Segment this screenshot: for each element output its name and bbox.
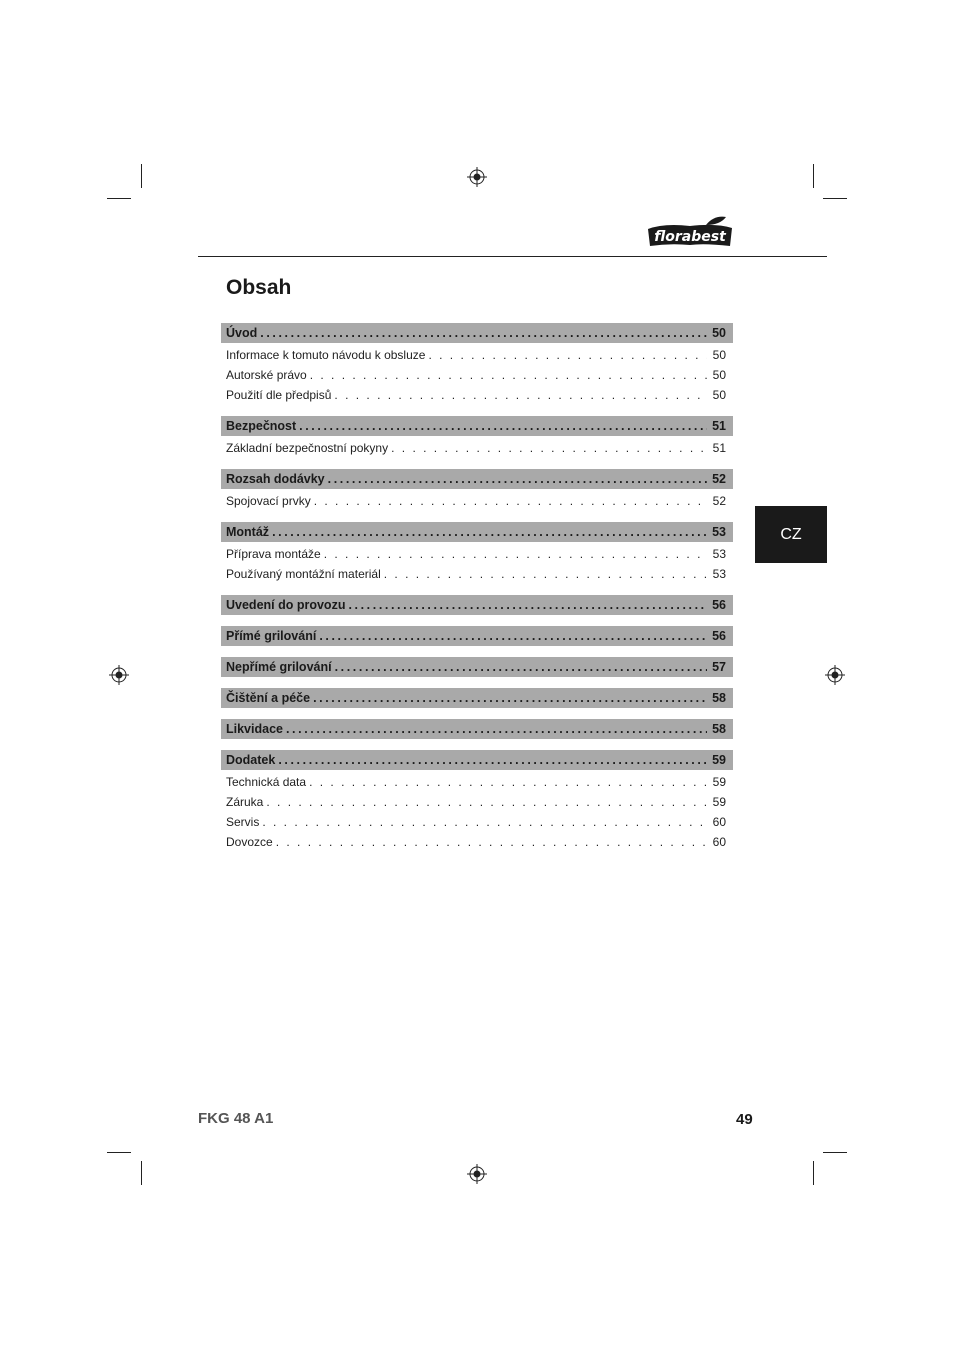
toc-section-page: 56 <box>712 629 726 643</box>
toc-section <box>221 469 733 489</box>
toc-leader <box>299 419 707 433</box>
toc-item-title: Technická data <box>226 775 307 789</box>
toc-section-page: 52 <box>712 472 726 486</box>
toc-section <box>221 522 733 542</box>
toc-item-page: 53 <box>712 547 726 561</box>
toc-leader <box>428 348 707 362</box>
toc-item-title: Informace k tomuto návodu k obsluze <box>226 348 426 362</box>
crop-mark <box>107 1152 131 1153</box>
toc-section-title: Likvidace <box>226 722 283 736</box>
toc-item-title: Dovozce <box>226 835 273 849</box>
toc-leader <box>260 326 707 340</box>
toc-item <box>221 772 733 792</box>
toc-leader <box>335 660 707 674</box>
toc-section-title: Nepřímé grilování <box>226 660 332 674</box>
toc-section <box>221 595 733 615</box>
crop-mark <box>141 164 142 188</box>
toc-section-page: 58 <box>712 722 726 736</box>
toc-section <box>221 416 733 436</box>
toc-item <box>221 365 733 385</box>
header-rule <box>198 256 827 257</box>
language-tab <box>755 506 827 563</box>
footer-model: FKG 48 A1 <box>198 1110 274 1127</box>
toc-item-page: 60 <box>712 815 726 829</box>
toc-item <box>221 564 733 584</box>
toc-leader <box>328 472 707 486</box>
toc-item-page: 51 <box>712 441 726 455</box>
toc-item-page: 59 <box>712 795 726 809</box>
crop-mark <box>107 198 131 199</box>
toc-item-page: 50 <box>712 368 726 382</box>
crop-mark <box>823 198 847 199</box>
toc-item <box>221 385 733 405</box>
toc-item-page: 60 <box>712 835 726 849</box>
toc-section-title: Čištění a péče <box>226 691 311 705</box>
toc-item <box>221 792 733 812</box>
toc-item <box>221 438 733 458</box>
toc-leader <box>334 388 707 402</box>
toc-item-list <box>221 542 733 584</box>
toc-item <box>221 345 733 365</box>
toc-item-page: 52 <box>712 494 726 508</box>
toc-leader <box>276 835 707 849</box>
toc-section <box>221 323 733 343</box>
crop-mark <box>141 1161 142 1185</box>
toc-section <box>221 688 733 708</box>
toc-item-title: Autorské právo <box>226 368 307 382</box>
toc-item <box>221 544 733 564</box>
toc-leader <box>286 722 707 736</box>
toc-section-title: Rozsah dodávky <box>226 472 325 486</box>
toc-item-list <box>221 489 733 511</box>
table-of-contents <box>221 323 733 852</box>
registration-mark-icon <box>467 167 487 187</box>
toc-leader <box>278 753 707 767</box>
toc-section-page: 59 <box>712 753 726 767</box>
toc-item-title: Spojovací prvky <box>226 494 311 508</box>
toc-leader <box>313 691 707 705</box>
florabest-logo <box>644 215 736 249</box>
toc-leader <box>319 629 707 643</box>
toc-item <box>221 832 733 852</box>
crop-mark <box>823 1152 847 1153</box>
toc-section-page: 56 <box>712 598 726 612</box>
toc-item-list <box>221 343 733 405</box>
toc-item-title: Záruka <box>226 795 264 809</box>
registration-mark-icon <box>109 665 129 685</box>
toc-section <box>221 626 733 646</box>
toc-item-title: Základní bezpečnostní pokyny <box>226 441 389 455</box>
toc-item-title: Příprava montáže <box>226 547 321 561</box>
toc-section <box>221 657 733 677</box>
toc-item <box>221 491 733 511</box>
toc-section-page: 58 <box>712 691 726 705</box>
toc-section-title: Montáž <box>226 525 270 539</box>
toc-leader <box>348 598 707 612</box>
toc-item-page: 50 <box>712 388 726 402</box>
registration-mark-icon <box>467 1164 487 1184</box>
toc-section-page: 57 <box>712 660 726 674</box>
toc-item-title: Použití dle předpisů <box>226 388 332 402</box>
registration-mark-icon <box>825 665 845 685</box>
toc-item <box>221 812 733 832</box>
toc-item-list <box>221 436 733 458</box>
page-title: Obsah <box>226 276 292 299</box>
toc-section <box>221 750 733 770</box>
toc-section-title: Bezpečnost <box>226 419 297 433</box>
toc-section-title: Úvod <box>226 326 258 340</box>
toc-item-page: 53 <box>712 567 726 581</box>
toc-section <box>221 719 733 739</box>
toc-leader <box>324 547 707 561</box>
brand-logo-text: florabest <box>654 229 726 245</box>
toc-section-page: 50 <box>712 326 726 340</box>
toc-leader <box>310 368 707 382</box>
toc-item-list <box>221 770 733 852</box>
crop-mark <box>813 1161 814 1185</box>
crop-mark <box>813 164 814 188</box>
toc-section-page: 51 <box>712 419 726 433</box>
toc-leader <box>391 441 707 455</box>
toc-item-page: 59 <box>712 775 726 789</box>
toc-section-title: Uvedení do provozu <box>226 598 346 612</box>
toc-item-page: 50 <box>712 348 726 362</box>
footer-page-number: 49 <box>736 1111 753 1128</box>
toc-leader <box>262 815 707 829</box>
toc-leader <box>272 525 707 539</box>
toc-item-title: Používaný montážní materiál <box>226 567 381 581</box>
toc-item-title: Servis <box>226 815 260 829</box>
toc-leader <box>314 494 707 508</box>
toc-section-title: Dodatek <box>226 753 276 767</box>
toc-leader <box>384 567 707 581</box>
language-tab-label: CZ <box>780 525 802 543</box>
toc-leader <box>309 775 707 789</box>
toc-section-page: 53 <box>712 525 726 539</box>
toc-leader <box>266 795 707 809</box>
toc-section-title: Přímé grilování <box>226 629 317 643</box>
